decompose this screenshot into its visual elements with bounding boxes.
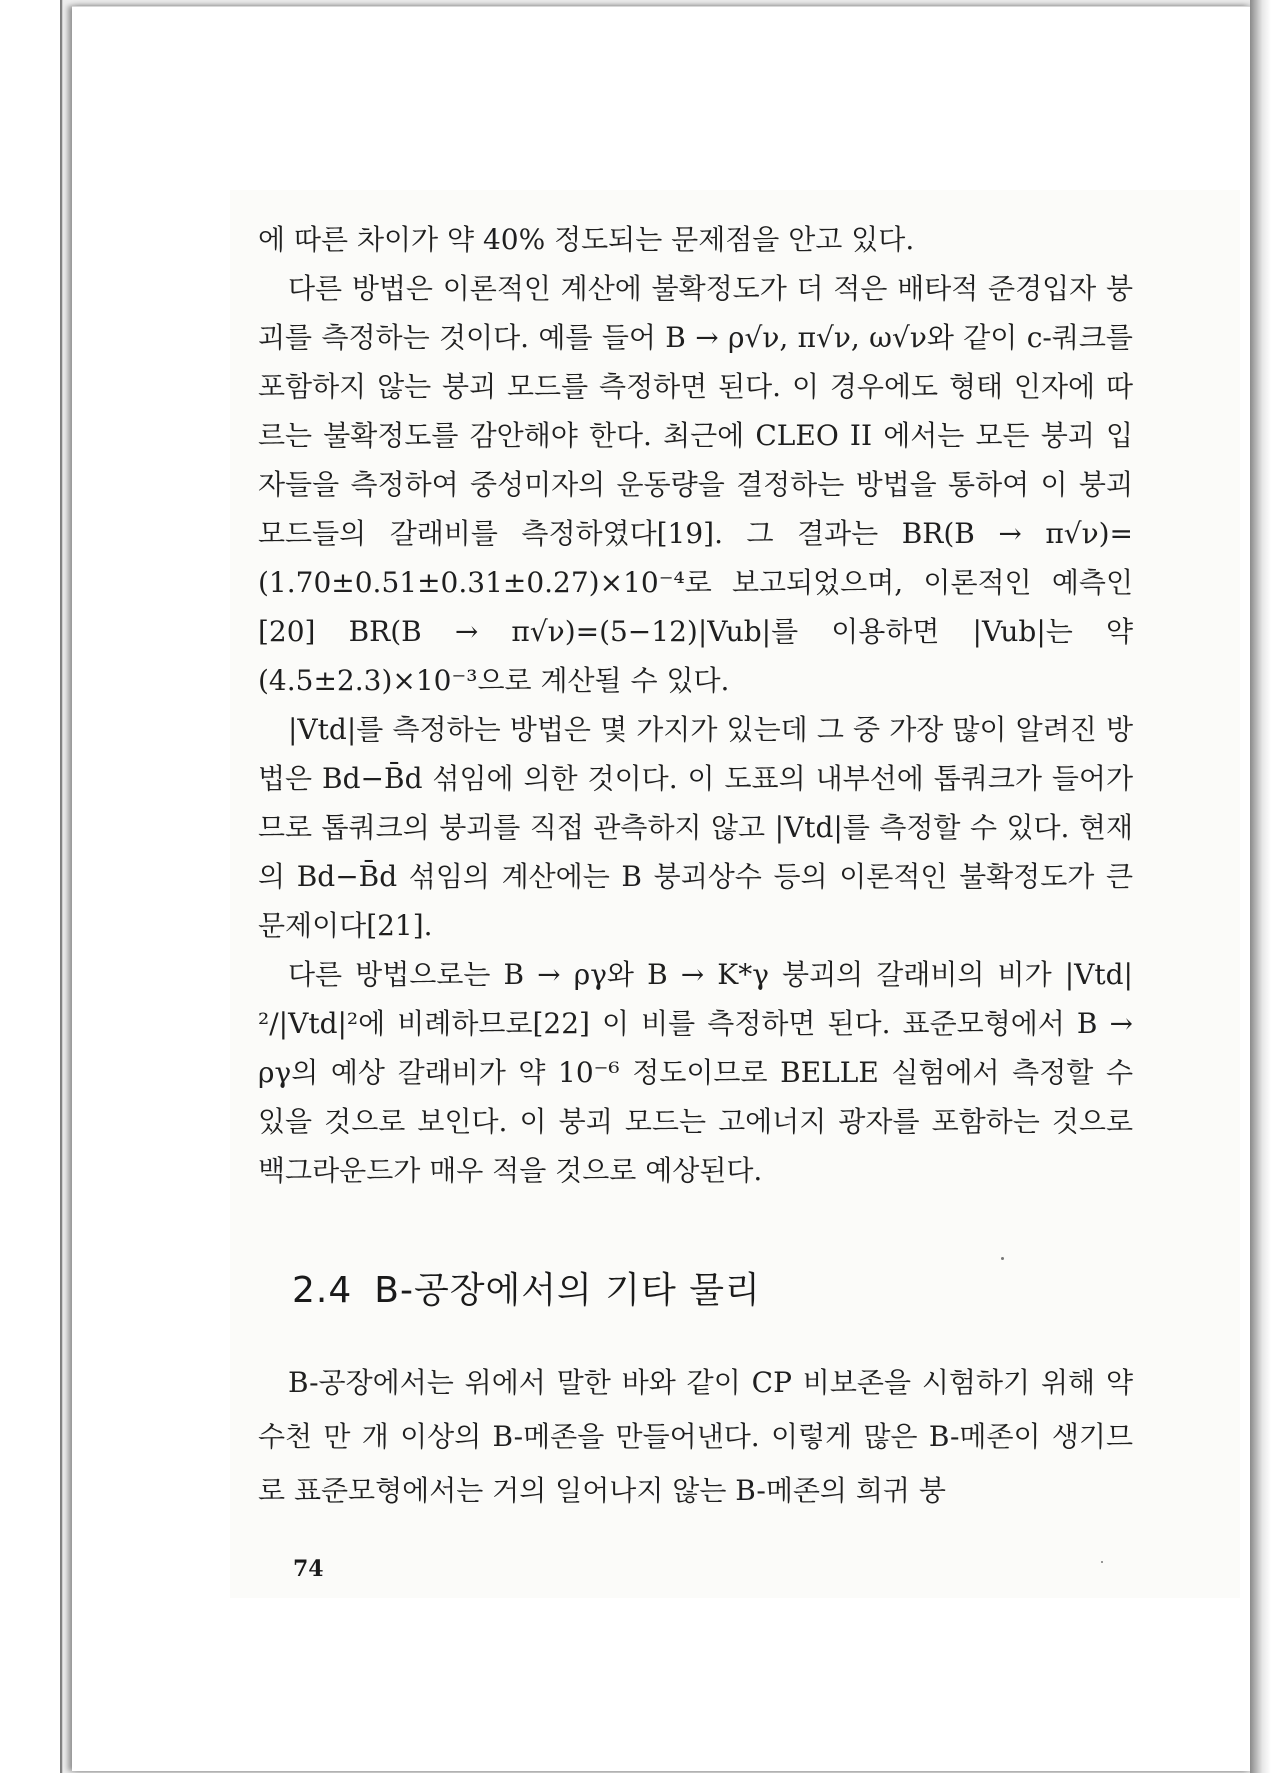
section-number: 2.4	[292, 1270, 353, 1311]
page-number: 74	[293, 1556, 324, 1582]
body-text	[258, 215, 1133, 1195]
page-right-shadow	[1250, 0, 1271, 1773]
paragraph-3: |Vtd|를 측정하는 방법은 몇 가지가 있는데 그 중 가장 많이 알려진 방법은 Bd−B̄d 섞임에 의한 것이다. 이 도표의 내부선에 톱쿼크가 들어가므로 톱쿼크의 붕괴를 직접 관측하지 않고 |Vtd|를 측정할 수 있다. 현재의 Bd−B̄d 섞임의 계산에는 B 붕괴상수 등의 이론적인 불확정도가 큰 문제이다[21].	[258, 713, 1133, 942]
paragraph-1: 에 따른 차이가 약 40% 정도되는 문제점을 안고 있다.	[258, 223, 915, 256]
paragraph-4: 다른 방법으로는 B → ργ와 B → K*γ 붕괴의 갈래비의 비가 |Vtd|²/|Vtd|²에 비례하므로[22] 이 비를 측정하면 된다. 표준모형에서 B → ργ의 예상 갈래비가 약 10⁻⁶ 정도이므로 BELLE 실험에서 측정할 수 있을 것으로 보인다. 이 붕괴 모드는 고에너지 광자를 포함하는 것으로 백그라운드가 매우 적을 것으로 예상된다.	[258, 958, 1133, 1187]
section-heading	[292, 1262, 1112, 1313]
section-body-text	[258, 1356, 1133, 1518]
scan-speck	[1001, 1257, 1004, 1260]
section-title: B-공장에서의 기타 물리	[374, 1270, 761, 1311]
scan-speck	[1101, 1561, 1103, 1563]
paragraph-2: 다른 방법은 이론적인 계산에 불확정도가 더 적은 배타적 준경입자 붕괴를 측정하는 것이다. 예를 들어 B → ρ√ν, π√ν, ω√ν와 같이 c-쿼크를 포함하지 않는 붕괴 모드를 측정하면 된다. 이 경우에도 형태 인자에 따르는 불확정도를 감안해야 한다. 최근에 CLEO II 에서는 모든 붕괴 입자들을 측정하여 중성미자의 운동량을 결정하는 방법을 통하여 이 붕괴 모드들의 갈래비를 측정하였다[19]. 그 결과는 BR(B → π√ν)=(1.70±0.51±0.31±0.27)×10⁻⁴로 보고되었으며, 이론적인 예측인[20] BR(B → π√ν)=(5−12)|Vub|를 이용하면 |Vub|는 약 (4.5±2.3)×10⁻³으로 계산될 수 있다.	[258, 272, 1133, 697]
paragraph-5: B-공장에서는 위에서 말한 바와 같이 CP 비보존을 시험하기 위해 약 수천 만 개 이상의 B-메존을 만들어낸다. 이렇게 많은 B-메존이 생기므로 표준모형에서는 거의 일어나지 않는 B-메존의 희귀 붕	[258, 1366, 1133, 1507]
